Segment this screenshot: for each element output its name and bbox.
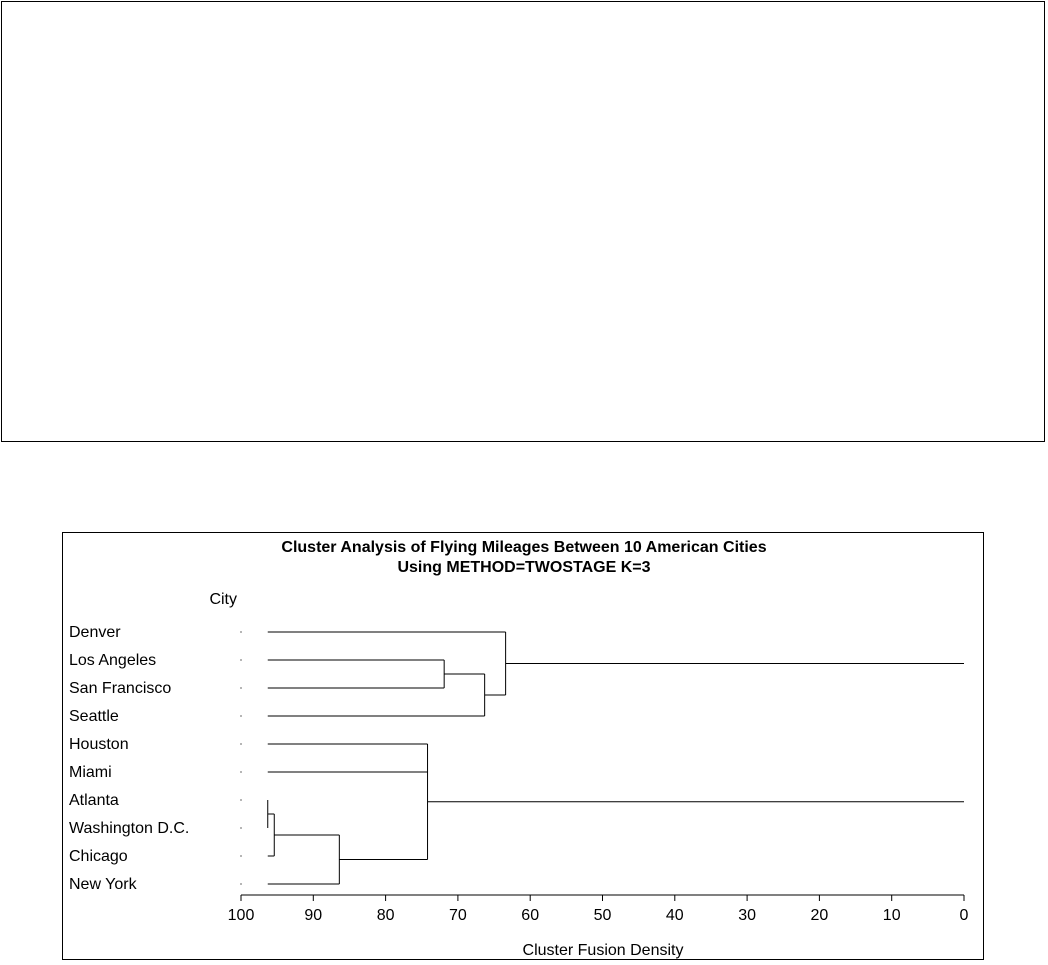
chart-title: Cluster Analysis of Flying Mileages Between 10 American Cities	[281, 539, 767, 556]
x-tick-label: 50	[593, 907, 612, 924]
leaf-label: Los Angeles	[69, 652, 157, 669]
y-axis-label: City	[209, 591, 237, 608]
leaf-dot	[240, 631, 241, 632]
leaf-dot	[240, 827, 241, 828]
leaf-dot	[240, 659, 241, 660]
x-tick-label: 60	[521, 907, 540, 924]
leaf-dot	[240, 883, 241, 884]
x-tick-label: 0	[959, 907, 969, 924]
leaf-label: Chicago	[69, 848, 128, 865]
leaf-label: New York	[69, 876, 137, 893]
leaf-dot	[240, 799, 241, 800]
x-tick-label: 100	[227, 907, 255, 924]
leaf-label: Denver	[69, 624, 121, 641]
x-tick-label: 40	[665, 907, 684, 924]
x-tick-label: 20	[810, 907, 829, 924]
chart-subtitle: Using METHOD=TWOSTAGE K=3	[397, 559, 651, 576]
x-tick-label: 80	[376, 907, 395, 924]
x-tick-label: 30	[738, 907, 756, 924]
leaf-dot	[240, 771, 241, 772]
leaf-dot	[240, 855, 241, 856]
leaf-dot	[240, 715, 241, 716]
x-axis-label: Cluster Fusion Density	[522, 942, 684, 959]
x-tick-label: 70	[449, 907, 467, 924]
leaf-label: Atlanta	[69, 792, 119, 809]
x-tick-label: 90	[304, 907, 323, 924]
leaf-label: Seattle	[69, 708, 119, 725]
leaf-label: Miami	[69, 764, 112, 781]
leaf-label: San Francisco	[69, 680, 172, 697]
leaf-label: Houston	[69, 736, 129, 753]
leaf-dot	[240, 687, 241, 688]
x-tick-label: 10	[882, 907, 901, 924]
leaf-dot	[240, 743, 241, 744]
leaf-label: Washington D.C.	[69, 820, 190, 837]
